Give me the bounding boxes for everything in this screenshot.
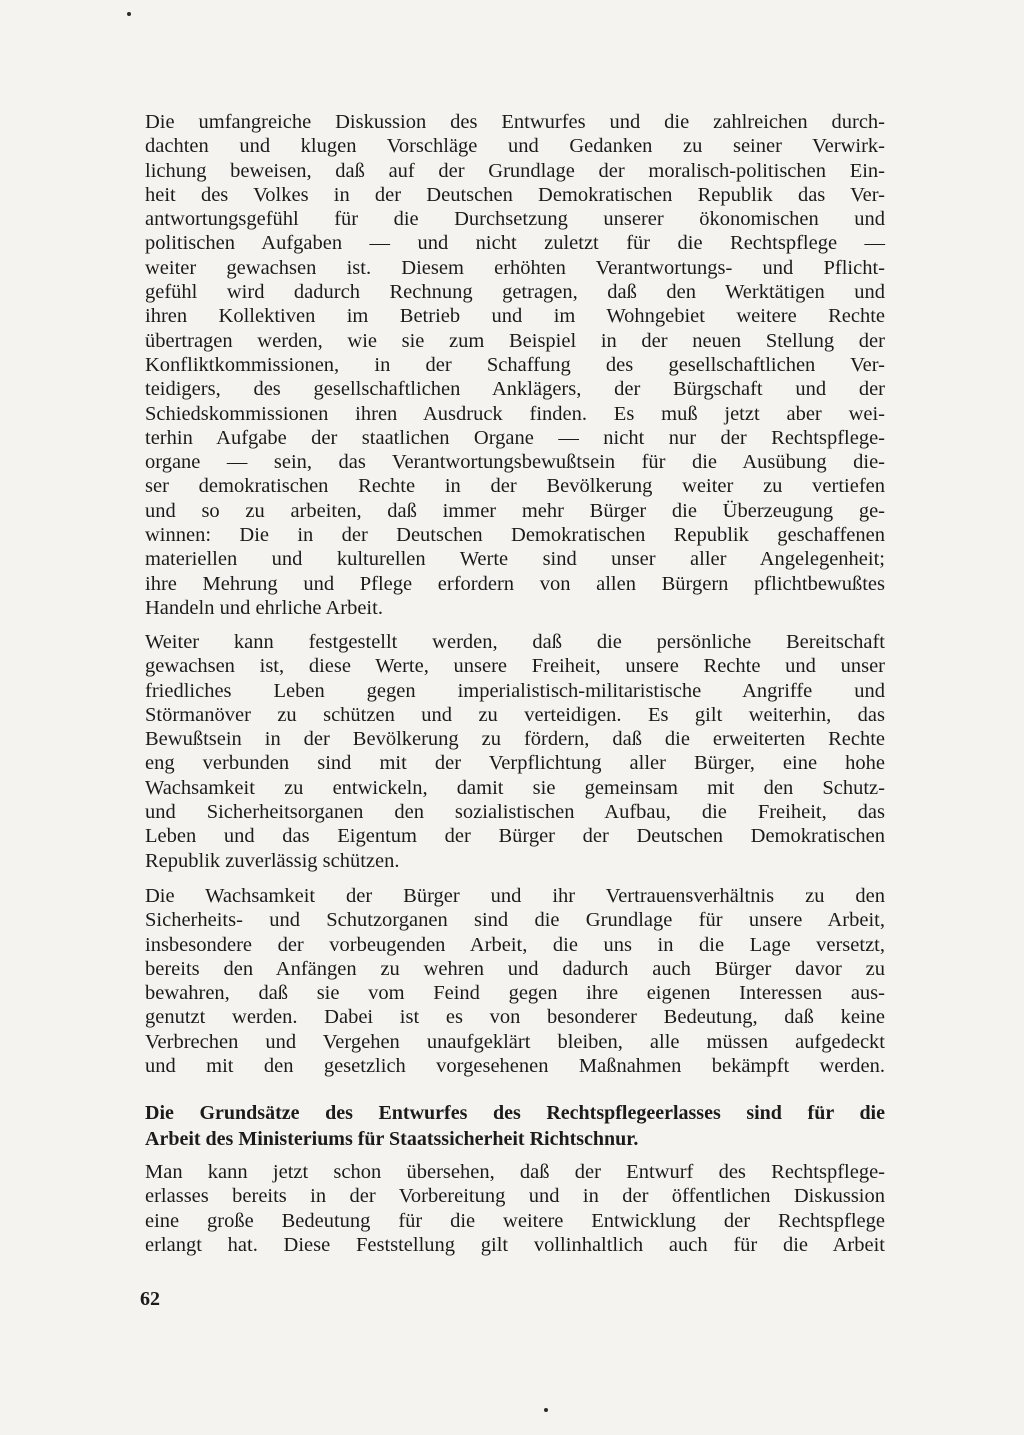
paragraph2-line: und Sicherheitsorganen den sozialistischen Aufbau, die Freiheit, das [145,801,885,824]
paragraph2-line: Störmanöver zu schützen und zu verteidigen. Es gilt weiterhin, das [145,703,885,726]
paragraph1-line: heit des Volkes in der Deutschen Demokratischen Republik das Ver- [145,183,885,206]
ink-speck-top [127,12,131,16]
paragraph1-line: terhin Aufgabe der staatlichen Organe — nicht nur der Rechtspflege- [145,426,885,449]
paragraph1-line: winnen: Die in der Deutschen Demokratischen Republik geschaffenen [145,524,885,547]
paragraph1-line: teidigers, des gesellschaftlichen Anklägers, der Bürgschaft und der [145,378,885,401]
paragraph3-line: insbesondere der vorbeugenden Arbeit, die uns in die Lage versetzt, [145,933,885,956]
paragraph-2 [145,630,885,873]
paragraph1-line: und so zu arbeiten, daß immer mehr Bürger die Überzeugung ge- [145,499,885,522]
paragraph1-line: antwortungsgefühl für die Durchsetzung unserer ökonomischen und [145,208,885,231]
paragraph2-line: eng verbunden sind mit der Verpflichtung aller Bürger, eine hohe [145,752,885,775]
paragraph3-line: Sicherheits- und Schutzorganen sind die Grundlage für unsere Arbeit, [145,909,885,932]
paragraph2-line: Weiter kann festgestellt werden, daß die persönliche Bereitschaft [145,631,885,653]
page-number: 62 [140,1288,160,1310]
paragraph2-line: gewachsen ist, diese Werte, unsere Freiheit, unsere Rechte und unser [145,655,885,678]
paragraph1-line: ser demokratischen Rechte in der Bevölkerung weiter zu vertiefen [145,475,885,498]
paragraph1-line: lichung beweisen, daß auf der Grundlage der moralisch-politischen Ein- [145,159,885,182]
paragraph1-line: dachten und klugen Vorschläge und Gedanken zu seiner Verwirk- [145,135,885,158]
paragraph1-line: gefühl wird dadurch Rechnung getragen, daß den Werktätigen und [145,281,885,304]
paragraph2-line: Bewußtsein in der Bevölkerung zu fördern, daß die erweiterten Rechte [145,728,885,751]
paragraph-4 [145,1160,885,1257]
paragraph-1 [145,110,885,620]
paragraph1-line: politischen Aufgaben — und nicht zuletzt für die Rechtspflege — [145,232,885,255]
paragraph3-line: Verbrechen und Vergehen unaufgeklärt bleiben, alle müssen aufgedeckt [145,1030,885,1053]
paragraph4-line: eine große Bedeutung für die weitere Entwicklung der Rechtspflege [145,1209,885,1232]
paragraph1-line: übertragen werden, wie sie zum Beispiel in der neuen Stellung der [145,329,885,352]
paragraph3-line: und mit den gesetzlich vorgesehenen Maßnahmen bekämpft werden. [145,1055,885,1078]
paragraph1-line: materiellen und kulturellen Werte sind unser aller Angelegenheit; [145,548,885,571]
paragraph2-line: Wachsamkeit zu entwickeln, damit sie gemeinsam mit den Schutz- [145,776,885,799]
section-heading [145,1100,885,1152]
paragraph1-line: Konfliktkommissionen, in der Schaffung des gesellschaftlichen Ver- [145,353,885,376]
paragraph2-line: friedliches Leben gegen imperialistisch-militaristische Angriffe und [145,679,885,702]
paragraph1-line: ihre Mehrung und Pflege erfordern von allen Bürgern pflichtbewußtes [145,572,885,595]
paragraph1-line: organe — sein, das Verantwortungsbewußtsein für die Ausübung die- [145,451,885,474]
paragraph4-line: erlangt hat. Diese Feststellung gilt vollinhaltlich auch für die Arbeit [145,1233,885,1256]
heading-line: Die Grundsätze des Entwurfes des Rechtspflegeerlasses sind für die [145,1102,885,1124]
paragraph3-line: genutzt werden. Dabei ist es von besonderer Bedeutung, daß keine [145,1006,885,1029]
paragraph1-line: weiter gewachsen ist. Diesem erhöhten Verantwortungs- und Pflicht- [145,256,885,279]
paragraph1-line: Die umfangreiche Diskussion des Entwurfes und die zahlreichen durch- [145,111,885,133]
paragraph2-line: Republik zuverlässig schützen. [145,849,400,872]
paragraph1-line: Schiedskommissionen ihren Ausdruck finden. Es muß jetzt aber wei- [145,402,885,425]
heading-line: Arbeit des Ministeriums für Staatssicherheit Richtschnur. [145,1128,639,1150]
paragraph1-line: Handeln und ehrliche Arbeit. [145,596,383,619]
paragraph3-line: bereits den Anfängen zu wehren und dadurch auch Bürger davor zu [145,957,885,980]
paragraph3-line: Die Wachsamkeit der Bürger und ihr Vertrauensverhältnis zu den [145,885,885,907]
paragraph4-line: Man kann jetzt schon übersehen, daß der Entwurf des Rechtspflege- [145,1161,885,1183]
paragraph1-line: ihren Kollektiven im Betrieb und im Wohngebiet weitere Rechte [145,305,885,328]
paragraph-3 [145,884,885,1078]
paragraph2-line: Leben und das Eigentum der Bürger der Deutschen Demokratischen [145,825,885,848]
paragraph4-line: erlasses bereits in der Vorbereitung und in der öffentlichen Diskussion [145,1185,885,1208]
paragraph3-line: bewahren, daß sie vom Feind gegen ihre eigenen Interessen aus- [145,982,885,1005]
ink-speck-bottom [544,1408,548,1412]
